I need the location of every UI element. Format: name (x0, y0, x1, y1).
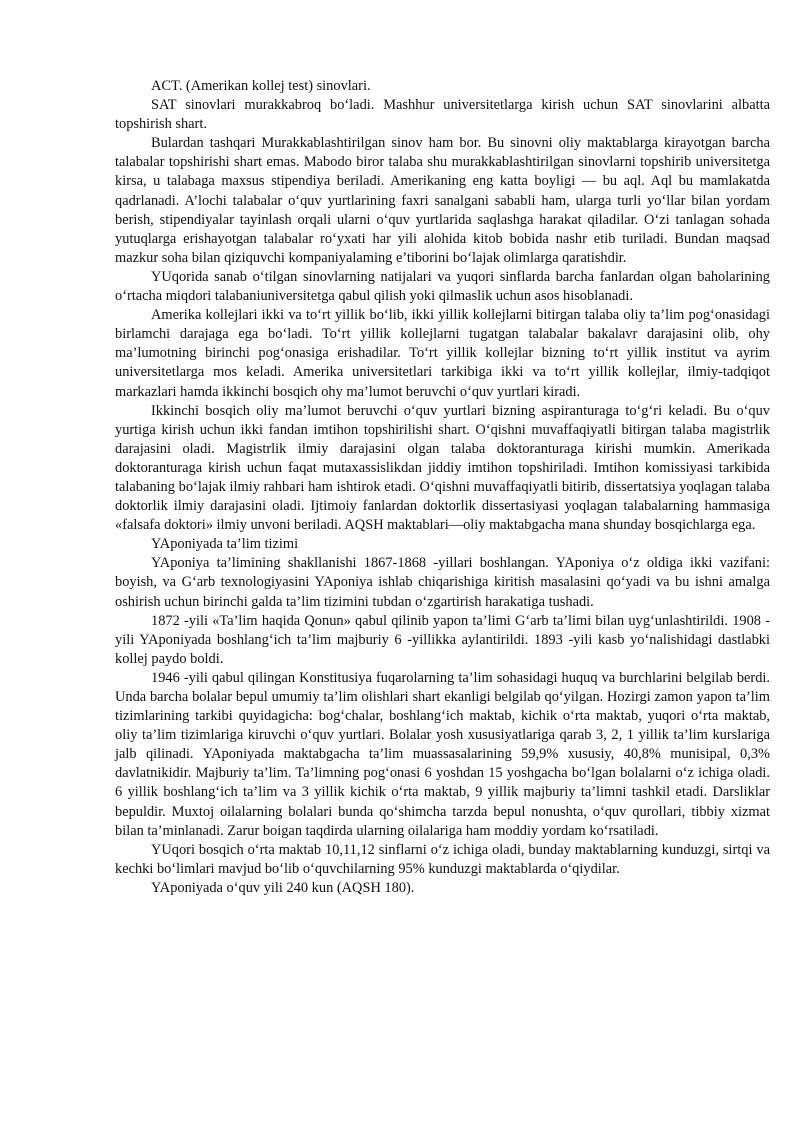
paragraph-american-colleges: Amerika kollejlari ikki va to‘rt yillik bo‘lib, ikki yillik kollejlarni bitirgan talaba oliy ta’lim pog‘onasidagi birlamchi darajaga ega bo‘ladi. To‘rt yillik kollejlarni tugatgan talabalar bakalavr darajasini olib, ohy ma’lumotning birinchi pog‘onasiga erishadilar. To‘rt yillik kollejlar bizning to‘rt yillik institut va ayrim universitetlarga mos keladi. Amerika universitetlari tarkibiga ikki va to‘rt yillik kollejlar, ilmiy-tadqiqot markazlari hamda ikkinchi bosqich ohy ma’lumot beruvchi o‘quv yurtlari kiradi. (115, 307, 770, 400)
paragraph-admission-basis: YUqorida sanab o‘tilgan sinovlarning natijalari va yuqori sinflarda barcha fanlardan olgan baholarining o‘rtacha miqdori talabaniuniversitetga qabul qilish yoki qilmaslik uchun asos hisoblanadi. (115, 268, 770, 305)
paragraph-japan-origins: YAponiya ta’limining shakllanishi 1867-1868 -yillari boshlangan. YAponiya o‘z oldiga ikki vazifani: boyish, va G‘arb texnologiyasini YAponiya ishlab chiqarishiga kiritish masalasini qo‘yadi va bu ishni amalga oshirish uchun birinchi galda ta’lim tizimini tubdan o‘zgartirish harakatiga tushadi. (115, 555, 770, 610)
paragraph-school-year: YAponiyada o‘quv yili 240 kun (AQSH 180). (151, 879, 415, 896)
paragraph-upper-secondary: YUqori bosqich o‘rta maktab 10,11,12 sinflarni o‘z ichiga oladi, bunday maktablarning kunduzgi, sirtqi va kechki bo‘limlari mavjud bo‘lib o‘quvchilarning 95% kunduzgi maktablarda o‘qiydilar. (115, 841, 770, 877)
paragraph-japan-1872: 1872 -yili «Ta’lim haqida Qonun» qabul qilinib yapon ta’limi G‘arb ta’limi bilan uyg‘unlashtirildi. 1908 -yili YAponiyada boshlang‘ich ta’lim majburiy 6 -yillikka aylantirildi. 1893 -yili kasb yo‘nalishidagi dastlabki kollej paydo boldi. (115, 612, 770, 667)
paragraph-sat-tests: SAT sinovlari murakkabroq bo‘ladi. Mashhur universitetlarga kirish uchun SAT sinovlarini albatta topshirish shart. (115, 97, 770, 133)
paragraph-advanced-test: Bulardan tashqari Murakkablashtirilgan sinov ham bor. Bu sinovni oliy maktablarga kirayotgan barcha talabalar topshirishi shart emas. Mabodo biror talaba shu murakkablashtirilgan sinovlarni topshirib universitetga kirsa, u talabaga maxsus stipendiya beriladi. Amerikaning eng katta boyligi — bu aql. Aql bu mamlakatda qadrlanadi. A’lochi talabalar o‘quv yurtlarining faxri sanalgani sababli ham, ularga turli yo‘llar bilan yordam berish, stipendiyalar tayinlash orqali ularni o‘quv yurtlarida saqlashga harakat qiladilar. O‘zi tanlagan sohada yutuqlarga erishayotgan talabalar ro‘yxati har yili alohida kitob bobida nashr etib turiladi. Bundan maqsad mazkur soha bilan qiziquvchi kompaniyalaming e’tiborini bo‘lajak olimlarga qaratishdir. (115, 135, 770, 266)
section-heading-japan: YAponiyada ta’lim tizimi (151, 536, 299, 553)
paragraph-japan-1946: 1946 -yili qabul qilingan Konstitusiya fuqarolarning ta’lim sohasidagi huquq va burchlarini belgilab berdi. Unda barcha bolalar bepul umumiy ta’lim olishlari shart ekanligi belgilab qo‘yilgan. Hozirgi zamon yapon ta’lim tizimlarining tarkibi quyidagicha: bog‘chalar, boshlang‘ich maktab, kichik o‘rta maktab, yuqori o‘rta maktab, oliy ta’lim tizimlariga kiruvchi o‘quv yurtlari. Bolalar yosh xususiyatlariga qarab 3, 2, 1 yillik ta’lim kurslariga jalb qilinadi. YAponiyada maktabgacha ta’lim muassasalarining 59,9% xususiy, 40,8% munisipal, 0,3% davlatnikidir. Majburiy ta’lim. Ta’limning pog‘onasi 6 yoshdan 15 yoshgacha bo‘lgan bolalarni o‘z ichiga oladi. 6 yillik boshlang‘ich ta’lim va 3 yillik kichik o‘rta maktab, 9 yillik majburiy ta’limni tashkil etadi. Darsliklar bepuldir. Muxtoj oilalarning bolalari bunda qo‘shimcha tarzda bepul nonushta, o‘quv qurollari, tibbiy xizmat bilan ta’minlanadi. Zarur boigan taqdirda ularning oilalariga ham moddiy yordam ko‘rsatiladi. (115, 669, 770, 839)
paragraph-act-tests: ACT. (Amerikan kollej test) sinovlari. (151, 78, 371, 94)
paragraph-second-stage: Ikkinchi bosqich oliy ma’lumot beruvchi o‘quv yurtlari bizning aspiranturaga to‘g‘ri keladi. Bu o‘quv yurtiga kirish uchun ikki fandan imtihon topshirilishi shart. O‘qishni muvaffaqiyatli bitirgan talaba magistrlik darajasini oladi. Magistrlik ilmiy darajasini olgan talaba doktoranturaga kirishi mumkin. Amerikada doktoranturaga kirish uchun faqat mutaxassislikdan jiddiy imtihon topshiriladi. Imtihon komissiyasi tarkibida talabaning bo‘lajak ilmiy rahbari ham ishtirok etadi. O‘qishni muvaffaqiyatli bitirib, dissertatsiya yoqlagan talaba doktorlik ilmiy darajasini oladi. Ijtimoiy fanlardan doktorlik dissertasiyasi yoqlagan talabalarning hammasiga «falsafa doktori» ilmiy unvoni beriladi. AQSH maktablari—oliy maktabgacha mana shunday bosqichlarga ega. (115, 402, 770, 534)
document-page (115, 77, 770, 898)
